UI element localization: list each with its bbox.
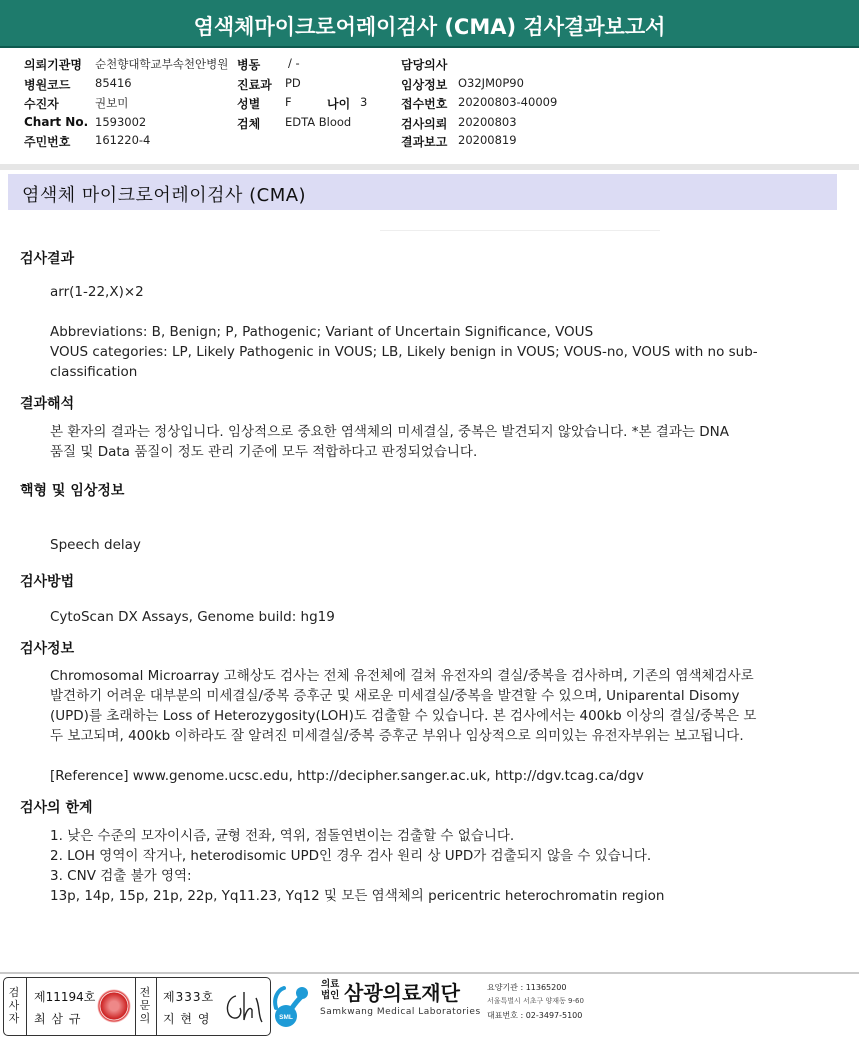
- logo-small-top: 의료: [321, 979, 340, 990]
- patient-value: 권보미: [95, 96, 129, 110]
- signature-box: [3, 977, 271, 1036]
- examiner-name: 최 삼 규: [34, 1012, 82, 1026]
- divider-bar: [0, 164, 859, 170]
- test-info-line-4: 두 보고되며, 400kb 이하라도 잘 알려진 미세결실/중복 증후군 부위나 임상적으로 의미있는 유전자부위는 보고됩니다.: [50, 728, 744, 744]
- limits-line-3: 3. CNV 검출 불가 영역:: [50, 868, 192, 884]
- clinical-value: O32JM0P90: [458, 76, 524, 90]
- org-name: 삼광의료재단: [344, 981, 460, 1005]
- method-text: CytoScan DX Assays, Genome build: hg19: [50, 609, 335, 625]
- examiner-char: 검: [8, 986, 20, 999]
- logo-small-text: [321, 979, 343, 1001]
- sml-logo-icon: [272, 978, 317, 1032]
- org-english: Samkwang Medical Laboratories: [320, 1007, 481, 1017]
- divider-line: [135, 978, 136, 1035]
- abbreviations-line-1: Abbreviations: B, Benign; P, Pathogenic; Variant of Uncertain Significance, VOUS: [50, 324, 594, 340]
- sex-label: 성별: [237, 97, 261, 111]
- limits-heading: 검사의 한계: [20, 800, 93, 816]
- section-title: 염색체 마이크로어레이검사 (CMA): [22, 185, 307, 206]
- karyotype-text: Speech delay: [50, 537, 141, 553]
- test-info-line-1: Chromosomal Microarray 고해상도 검사는 전체 유전체에 걸쳐 유전자의 결실/중복을 검사하며, 기존의 염색체검사로: [50, 668, 754, 684]
- org-address: 서울특별시 서초구 양재동 9-60: [487, 997, 584, 1005]
- specialist-char: 문: [139, 999, 151, 1012]
- specialist-char: 의: [139, 1012, 151, 1025]
- limits-line-1: 1. 낮은 수준의 모자이시즘, 균형 전좌, 역위, 점돌연변이는 검출할 수 없습니다.: [50, 828, 515, 844]
- doctor-label: 담당의사: [401, 58, 448, 72]
- signature-icon: [222, 988, 266, 1026]
- limits-line-2: 2. LOH 영역이 작거나, heterodisomic UPD인 경우 검사 원리 상 UPD가 검출되지 않을 수 있습니다.: [50, 848, 652, 864]
- reception-label: 접수번호: [401, 97, 448, 111]
- ward-value: / -: [288, 56, 300, 70]
- examiner-char: 사: [8, 999, 20, 1012]
- institution-value: 순천향대학교부속천안병원: [95, 57, 229, 71]
- interpretation-heading: 결과해석: [20, 396, 75, 412]
- specialist-name: 지 현 영: [163, 1012, 211, 1026]
- clinical-label: 임상정보: [401, 78, 448, 92]
- reference-line: [Reference] www.genome.ucsc.edu, http://decipher.sanger.ac.uk, http://dgv.tcag.ca/dgv: [50, 768, 644, 784]
- hospital-code-value: 85416: [95, 76, 132, 90]
- result-arr: arr(1-22,X)×2: [50, 284, 144, 300]
- divider-line: [156, 978, 157, 1035]
- karyotype-heading: 핵형 및 임상정보: [20, 483, 125, 499]
- report-title: 염색체마이크로어레이검사 (CMA) 검사결과보고서: [0, 0, 859, 48]
- specimen-value: EDTA Blood: [285, 115, 352, 129]
- specimen-label: 검체: [237, 117, 261, 131]
- age-value: 3: [360, 95, 368, 109]
- patient-info-panel: [0, 48, 859, 167]
- logo-small-bottom: 법인: [321, 990, 340, 1001]
- dept-value: PD: [285, 76, 301, 90]
- id-label: 주민번호: [24, 135, 71, 149]
- id-value: 161220-4: [95, 133, 151, 147]
- interpretation-line-1: 본 환자의 결과는 정상입니다. 임상적으로 중요한 염색체의 미세결실, 중복은 발견되지 않았습니다. *본 결과는 DNA: [50, 424, 729, 440]
- faint-divider: [380, 230, 660, 231]
- request-label: 검사의뢰: [401, 117, 448, 131]
- footer: [0, 972, 859, 1041]
- seal-stamp: [97, 989, 131, 1023]
- request-value: 20200803: [458, 115, 517, 129]
- specialist-char: 전: [139, 986, 151, 999]
- ward-label: 병동: [237, 58, 261, 72]
- abbreviations-line-3: classification: [50, 364, 138, 380]
- test-info-line-2: 발견하기 어려운 대부분의 미세결실/중복 증후군 및 새로운 미세결실/중복을 발견할 수 있으며, Uniparental Disomy: [50, 688, 740, 704]
- org-phone: 대표번호 : 02-3497-5100: [487, 1011, 583, 1020]
- specialist-vertical-label: [138, 986, 152, 1025]
- examiner-license: 제11194호: [34, 990, 96, 1004]
- sex-value: F: [285, 95, 292, 109]
- logo-sml-text: SML: [279, 1014, 293, 1021]
- report-date-value: 20200819: [458, 133, 517, 147]
- examiner-char: 자: [8, 1012, 20, 1025]
- test-info-heading: 검사정보: [20, 641, 75, 657]
- chart-value: 1593002: [95, 115, 147, 129]
- examiner-vertical-label: [7, 986, 21, 1025]
- dept-label: 진료과: [237, 78, 272, 92]
- reception-value: 20200803-40009: [458, 95, 558, 109]
- patient-label: 수진자: [24, 97, 59, 111]
- care-number: 요양기관 : 11365200: [487, 983, 567, 992]
- limits-line-4: 13p, 14p, 15p, 21p, 22p, Yq11.23, Yq12 및 모든 염색체의 pericentric heterochromatin region: [50, 888, 665, 904]
- age-label: 나이: [327, 97, 351, 111]
- section-title-bar: [8, 174, 837, 210]
- chart-label: Chart No.: [24, 115, 89, 129]
- specialist-license: 제333호: [163, 990, 215, 1004]
- method-heading: 검사방법: [20, 574, 75, 590]
- result-heading: 검사결과: [20, 251, 75, 267]
- hospital-code-label: 병원코드: [24, 78, 71, 92]
- test-info-line-3: (UPD)를 초래하는 Loss of Heterozygosity(LOH)도 검출할 수 있습니다. 본 검사에서는 400kb 이상의 결실/중복은 모: [50, 708, 757, 724]
- report-date-label: 결과보고: [401, 135, 448, 149]
- institution-label: 의뢰기관명: [24, 58, 82, 72]
- divider-line: [26, 978, 27, 1035]
- abbreviations-line-2: VOUS categories: LP, Likely Pathogenic in VOUS; LB, Likely benign in VOUS; VOUS-no, VOUS with no sub-: [50, 344, 758, 360]
- interpretation-line-2: 품질 및 Data 품질이 정도 관리 기준에 모두 적합하다고 판정되었습니다.: [50, 444, 478, 460]
